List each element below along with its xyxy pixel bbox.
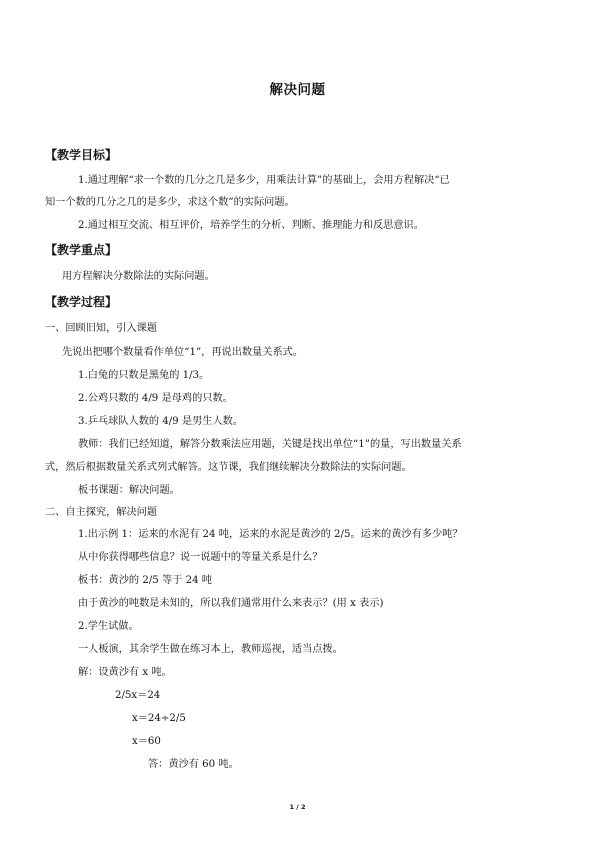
paragraph-line: 由于黄沙的吨数是未知的，所以我们通常用什么来表示？(用 x 表示): [78, 598, 384, 609]
paragraph-line: 2.通过相互交流、相互评价，培养学生的分析、判断、推理能力和反思意识。: [78, 220, 424, 231]
section-heading-goals: 【教学目标】: [45, 148, 118, 162]
paragraph-line: 一人板演，其余学生做在练习本上，教师巡视，适当点拨。: [78, 644, 343, 655]
paragraph-line: 板书课题：解决问题。: [78, 485, 180, 496]
equation-line: 2/5x＝24: [115, 690, 161, 701]
section-heading-process: 【教学过程】: [45, 295, 118, 309]
paragraph-line: 先说出把哪个数量看作单位“1”，再说出数量关系式。: [62, 347, 304, 358]
paragraph-line: 解：设黄沙有 x 吨。: [78, 667, 172, 678]
subsection-title: 二、自主探究，解决问题: [45, 507, 158, 518]
subsection-title: 一、回顾旧知，引入课题: [45, 323, 158, 334]
page-title: 解决问题: [269, 82, 326, 98]
paragraph-line: 式，然后根据数量关系式列式解答。这节课，我们继续解决分数除法的实际问题。: [45, 462, 412, 473]
paragraph-line: 用方程解决分数除法的实际问题。: [62, 271, 215, 282]
paragraph-line: 知一个数的几分之几的是多少，求这个数”的实际问题。: [45, 197, 295, 208]
paragraph-line: 板书：黄沙的 2/5 等于 24 吨: [78, 575, 212, 586]
answer-line: 答：黄沙有 60 吨。: [148, 759, 239, 770]
paragraph-line: 1.通过理解“求一个数的几分之几是多少，用乘法计算”的基础上，会用方程解决“已: [78, 175, 450, 186]
paragraph-line: 教师：我们已经知道，解答分数乘法应用题，关键是找出单位“1”的量，写出数量关系: [78, 439, 462, 450]
list-item: 1.白兔的只数是黑兔的 1/3。: [78, 370, 210, 381]
list-item: 2.公鸡只数的 4/9 是母鸡的只数。: [78, 393, 233, 404]
paragraph-line: 从中你获得哪些信息？说一说题中的等量关系是什么？: [78, 552, 323, 563]
paragraph-line: 1.出示例 1：运来的水泥有 24 吨，运来的水泥是黄沙的 2/5。运来的黄沙有多少吨？: [78, 529, 463, 540]
list-item: 3.乒乓球队人数的 4/9 是男生人数。: [78, 416, 244, 427]
page-number: 1 / 2: [289, 803, 306, 811]
section-heading-key-points: 【教学重点】: [45, 243, 118, 257]
paragraph-line: 2.学生试做。: [78, 621, 139, 632]
equation-line: x＝24÷2/5: [132, 713, 186, 724]
equation-line: x＝60: [132, 736, 161, 747]
